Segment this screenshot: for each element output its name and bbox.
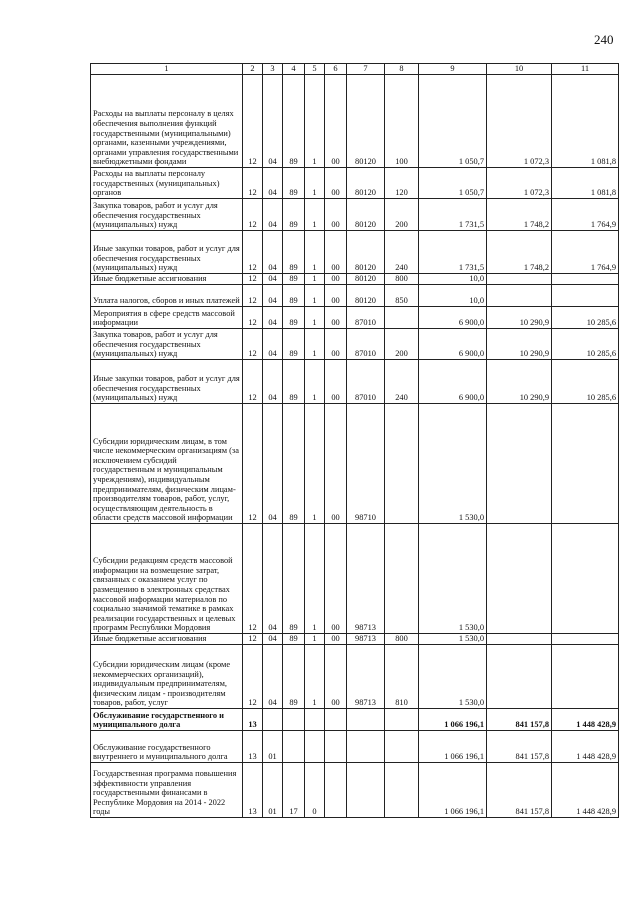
subsection-code-cell: 04 bbox=[263, 645, 283, 709]
direction-code-cell bbox=[325, 731, 347, 763]
target-article-cell: 80120 bbox=[347, 274, 385, 285]
target-article-cell bbox=[347, 763, 385, 818]
amount-year3-cell bbox=[552, 634, 619, 645]
row-name-cell: Расходы на выплаты персоналу в целях обеспечения выполнения функций государственными (муниципальными) органами, казенными учреждениями, органами управления государственными внебюджетными фондами bbox=[91, 75, 243, 168]
row-name-cell: Государственная программа повышения эффективности управления государственными финансами в Республике Мордовия на 2014 - 2022 годы bbox=[91, 763, 243, 818]
row-name-cell: Обслуживание государственного внутреннего и муниципального долга bbox=[91, 731, 243, 763]
amount-year3-cell: 1 764,9 bbox=[552, 231, 619, 274]
direction-code-cell: 00 bbox=[325, 329, 347, 360]
row-name-cell: Иные закупки товаров, работ и услуг для обеспечения государственных (муниципальных) нужд bbox=[91, 231, 243, 274]
subsection-code-cell: 04 bbox=[263, 307, 283, 329]
amount-year1-cell: 1 066 196,1 bbox=[419, 763, 487, 818]
amount-year2-cell: 10 290,9 bbox=[487, 307, 552, 329]
amount-year1-cell: 1 530,0 bbox=[419, 404, 487, 524]
subprogram-code-cell: 1 bbox=[305, 360, 325, 404]
amount-year2-cell: 1 072,3 bbox=[487, 75, 552, 168]
target-article-cell: 87010 bbox=[347, 307, 385, 329]
column-header: 4 bbox=[283, 64, 305, 75]
amount-year1-cell: 1 731,5 bbox=[419, 199, 487, 231]
subprogram-code-cell bbox=[305, 731, 325, 763]
target-article-cell: 80120 bbox=[347, 285, 385, 307]
section-code-cell: 13 bbox=[243, 709, 263, 731]
amount-year3-cell: 1 448 428,9 bbox=[552, 763, 619, 818]
subsection-code-cell: 04 bbox=[263, 360, 283, 404]
amount-year1-cell: 1 530,0 bbox=[419, 645, 487, 709]
program-code-cell bbox=[283, 731, 305, 763]
amount-year1-cell: 1 731,5 bbox=[419, 231, 487, 274]
direction-code-cell bbox=[325, 709, 347, 731]
amount-year2-cell: 10 290,9 bbox=[487, 360, 552, 404]
subprogram-code-cell: 1 bbox=[305, 307, 325, 329]
subprogram-code-cell: 1 bbox=[305, 645, 325, 709]
column-header: 2 bbox=[243, 64, 263, 75]
subprogram-code-cell: 1 bbox=[305, 329, 325, 360]
column-header: 7 bbox=[347, 64, 385, 75]
expense-type-cell: 850 bbox=[385, 285, 419, 307]
table-row bbox=[91, 645, 619, 709]
table-row bbox=[91, 360, 619, 404]
program-code-cell: 89 bbox=[283, 274, 305, 285]
row-name-cell: Субсидии юридическим лицам (кроме некоммерческих организаций), индивидуальным предпринимателям, физическим лицам - производителям товаров, работ, услуг bbox=[91, 645, 243, 709]
amount-year2-cell bbox=[487, 274, 552, 285]
amount-year2-cell bbox=[487, 645, 552, 709]
amount-year1-cell: 6 900,0 bbox=[419, 329, 487, 360]
subsection-code-cell: 04 bbox=[263, 634, 283, 645]
expense-type-cell bbox=[385, 404, 419, 524]
section-code-cell: 12 bbox=[243, 329, 263, 360]
expense-type-cell: 240 bbox=[385, 231, 419, 274]
section-code-cell: 12 bbox=[243, 645, 263, 709]
row-name-cell: Уплата налогов, сборов и иных платежей bbox=[91, 285, 243, 307]
section-code-cell: 12 bbox=[243, 199, 263, 231]
table-row bbox=[91, 634, 619, 645]
amount-year2-cell: 841 157,8 bbox=[487, 731, 552, 763]
amount-year1-cell: 10,0 bbox=[419, 285, 487, 307]
direction-code-cell: 00 bbox=[325, 274, 347, 285]
direction-code-cell: 00 bbox=[325, 360, 347, 404]
expense-type-cell bbox=[385, 731, 419, 763]
subprogram-code-cell: 1 bbox=[305, 285, 325, 307]
direction-code-cell: 00 bbox=[325, 231, 347, 274]
table-row bbox=[91, 524, 619, 634]
direction-code-cell: 00 bbox=[325, 404, 347, 524]
direction-code-cell: 00 bbox=[325, 307, 347, 329]
expense-type-cell: 200 bbox=[385, 199, 419, 231]
column-header: 3 bbox=[263, 64, 283, 75]
expense-type-cell: 800 bbox=[385, 274, 419, 285]
amount-year3-cell: 1 764,9 bbox=[552, 199, 619, 231]
row-name-cell: Закупка товаров, работ и услуг для обеспечения государственных (муниципальных) нужд bbox=[91, 199, 243, 231]
table-row bbox=[91, 168, 619, 199]
program-code-cell: 89 bbox=[283, 645, 305, 709]
subsection-code-cell: 04 bbox=[263, 199, 283, 231]
amount-year3-cell bbox=[552, 285, 619, 307]
section-code-cell: 13 bbox=[243, 731, 263, 763]
expense-type-cell: 810 bbox=[385, 645, 419, 709]
column-header-row bbox=[91, 64, 619, 75]
target-article-cell: 80120 bbox=[347, 75, 385, 168]
section-code-cell: 12 bbox=[243, 360, 263, 404]
direction-code-cell: 00 bbox=[325, 285, 347, 307]
amount-year1-cell: 10,0 bbox=[419, 274, 487, 285]
column-header: 10 bbox=[487, 64, 552, 75]
direction-code-cell: 00 bbox=[325, 634, 347, 645]
table-row bbox=[91, 329, 619, 360]
direction-code-cell: 00 bbox=[325, 199, 347, 231]
table-body bbox=[91, 75, 619, 818]
amount-year3-cell: 10 285,6 bbox=[552, 329, 619, 360]
target-article-cell: 87010 bbox=[347, 360, 385, 404]
amount-year3-cell bbox=[552, 645, 619, 709]
row-name-cell: Мероприятия в сфере средств массовой информации bbox=[91, 307, 243, 329]
table-row bbox=[91, 731, 619, 763]
subsection-code-cell: 01 bbox=[263, 763, 283, 818]
amount-year2-cell: 841 157,8 bbox=[487, 709, 552, 731]
row-name-cell: Расходы на выплаты персоналу государственных (муниципальных) органов bbox=[91, 168, 243, 199]
page-number: 240 bbox=[594, 32, 614, 47]
row-name-cell: Закупка товаров, работ и услуг для обеспечения государственных (муниципальных) нужд bbox=[91, 329, 243, 360]
target-article-cell: 98713 bbox=[347, 634, 385, 645]
subsection-code-cell: 01 bbox=[263, 731, 283, 763]
row-name-cell: Обслуживание государственного и муниципального долга bbox=[91, 709, 243, 731]
column-header: 1 bbox=[91, 64, 243, 75]
subsection-code-cell bbox=[263, 709, 283, 731]
expense-type-cell: 240 bbox=[385, 360, 419, 404]
amount-year3-cell: 1 081,8 bbox=[552, 168, 619, 199]
program-code-cell: 89 bbox=[283, 404, 305, 524]
program-code-cell bbox=[283, 709, 305, 731]
subprogram-code-cell: 1 bbox=[305, 634, 325, 645]
amount-year2-cell bbox=[487, 285, 552, 307]
expense-type-cell bbox=[385, 763, 419, 818]
amount-year3-cell: 1 448 428,9 bbox=[552, 731, 619, 763]
subprogram-code-cell: 1 bbox=[305, 168, 325, 199]
subsection-code-cell: 04 bbox=[263, 75, 283, 168]
section-code-cell: 12 bbox=[243, 285, 263, 307]
target-article-cell: 80120 bbox=[347, 168, 385, 199]
program-code-cell: 89 bbox=[283, 231, 305, 274]
section-code-cell: 12 bbox=[243, 634, 263, 645]
subsection-code-cell: 04 bbox=[263, 168, 283, 199]
row-name-cell: Субсидии редакциям средств массовой информации на возмещение затрат, связанных с оказанием услуг по размещению в электронных средствах массовой информации материалов по социально значимой тематике в рамках реализации государственных и целевых программ Республики Мордовия bbox=[91, 524, 243, 634]
expense-type-cell: 200 bbox=[385, 329, 419, 360]
subsection-code-cell: 04 bbox=[263, 274, 283, 285]
target-article-cell: 98713 bbox=[347, 645, 385, 709]
subsection-code-cell: 04 bbox=[263, 285, 283, 307]
program-code-cell: 89 bbox=[283, 285, 305, 307]
subprogram-code-cell: 1 bbox=[305, 274, 325, 285]
subsection-code-cell: 04 bbox=[263, 404, 283, 524]
table-row bbox=[91, 709, 619, 731]
program-code-cell: 89 bbox=[283, 634, 305, 645]
direction-code-cell: 00 bbox=[325, 168, 347, 199]
target-article-cell bbox=[347, 731, 385, 763]
subprogram-code-cell: 1 bbox=[305, 199, 325, 231]
amount-year3-cell: 10 285,6 bbox=[552, 360, 619, 404]
section-code-cell: 13 bbox=[243, 763, 263, 818]
table-row bbox=[91, 199, 619, 231]
column-header: 8 bbox=[385, 64, 419, 75]
expense-type-cell: 100 bbox=[385, 75, 419, 168]
amount-year3-cell bbox=[552, 404, 619, 524]
amount-year3-cell bbox=[552, 524, 619, 634]
amount-year3-cell: 1 081,8 bbox=[552, 75, 619, 168]
amount-year1-cell: 1 530,0 bbox=[419, 524, 487, 634]
amount-year2-cell: 1 072,3 bbox=[487, 168, 552, 199]
program-code-cell: 89 bbox=[283, 360, 305, 404]
target-article-cell: 98713 bbox=[347, 524, 385, 634]
amount-year2-cell bbox=[487, 524, 552, 634]
row-name-cell: Субсидии юридическим лицам, в том числе некоммерческим организациям (за исключением субсидий государственным и муниципальным учреждениям), индивидуальным предпринимателям, физическим лицам- производителям товаров, работ, услуг, осуществляющим деятельность в области средств массовой информации bbox=[91, 404, 243, 524]
program-code-cell: 89 bbox=[283, 329, 305, 360]
table-row bbox=[91, 274, 619, 285]
direction-code-cell: 00 bbox=[325, 524, 347, 634]
expense-type-cell: 120 bbox=[385, 168, 419, 199]
subprogram-code-cell: 1 bbox=[305, 404, 325, 524]
target-article-cell: 80120 bbox=[347, 231, 385, 274]
section-code-cell: 12 bbox=[243, 524, 263, 634]
section-code-cell: 12 bbox=[243, 274, 263, 285]
table-row bbox=[91, 231, 619, 274]
subprogram-code-cell: 0 bbox=[305, 763, 325, 818]
section-code-cell: 12 bbox=[243, 168, 263, 199]
direction-code-cell: 00 bbox=[325, 645, 347, 709]
subprogram-code-cell bbox=[305, 709, 325, 731]
target-article-cell: 87010 bbox=[347, 329, 385, 360]
section-code-cell: 12 bbox=[243, 404, 263, 524]
amount-year1-cell: 1 066 196,1 bbox=[419, 709, 487, 731]
row-name-cell: Иные бюджетные ассигнования bbox=[91, 634, 243, 645]
program-code-cell: 89 bbox=[283, 524, 305, 634]
table-row bbox=[91, 75, 619, 168]
amount-year2-cell: 10 290,9 bbox=[487, 329, 552, 360]
subsection-code-cell: 04 bbox=[263, 524, 283, 634]
amount-year3-cell bbox=[552, 274, 619, 285]
amount-year2-cell: 1 748,2 bbox=[487, 199, 552, 231]
subprogram-code-cell: 1 bbox=[305, 524, 325, 634]
program-code-cell: 89 bbox=[283, 168, 305, 199]
row-name-cell: Иные закупки товаров, работ и услуг для обеспечения государственных (муниципальных) нужд bbox=[91, 360, 243, 404]
expense-type-cell bbox=[385, 709, 419, 731]
amount-year2-cell: 841 157,8 bbox=[487, 763, 552, 818]
amount-year1-cell: 1 050,7 bbox=[419, 75, 487, 168]
column-header: 6 bbox=[325, 64, 347, 75]
subsection-code-cell: 04 bbox=[263, 329, 283, 360]
amount-year3-cell: 1 448 428,9 bbox=[552, 709, 619, 731]
budget-table bbox=[90, 63, 619, 818]
amount-year3-cell: 10 285,6 bbox=[552, 307, 619, 329]
target-article-cell: 80120 bbox=[347, 199, 385, 231]
amount-year1-cell: 1 530,0 bbox=[419, 634, 487, 645]
section-code-cell: 12 bbox=[243, 231, 263, 274]
program-code-cell: 17 bbox=[283, 763, 305, 818]
table-row bbox=[91, 763, 619, 818]
amount-year1-cell: 1 066 196,1 bbox=[419, 731, 487, 763]
amount-year2-cell bbox=[487, 634, 552, 645]
column-header: 11 bbox=[552, 64, 619, 75]
amount-year2-cell: 1 748,2 bbox=[487, 231, 552, 274]
table-row bbox=[91, 307, 619, 329]
row-name-cell: Иные бюджетные ассигнования bbox=[91, 274, 243, 285]
table-row bbox=[91, 404, 619, 524]
program-code-cell: 89 bbox=[283, 307, 305, 329]
target-article-cell bbox=[347, 709, 385, 731]
section-code-cell: 12 bbox=[243, 307, 263, 329]
column-header: 5 bbox=[305, 64, 325, 75]
table-row bbox=[91, 285, 619, 307]
section-code-cell: 12 bbox=[243, 75, 263, 168]
subsection-code-cell: 04 bbox=[263, 231, 283, 274]
program-code-cell: 89 bbox=[283, 75, 305, 168]
program-code-cell: 89 bbox=[283, 199, 305, 231]
direction-code-cell bbox=[325, 763, 347, 818]
expense-type-cell bbox=[385, 307, 419, 329]
expense-type-cell: 800 bbox=[385, 634, 419, 645]
expense-type-cell bbox=[385, 524, 419, 634]
subprogram-code-cell: 1 bbox=[305, 231, 325, 274]
amount-year1-cell: 6 900,0 bbox=[419, 360, 487, 404]
target-article-cell: 98710 bbox=[347, 404, 385, 524]
amount-year1-cell: 6 900,0 bbox=[419, 307, 487, 329]
direction-code-cell: 00 bbox=[325, 75, 347, 168]
amount-year1-cell: 1 050,7 bbox=[419, 168, 487, 199]
amount-year2-cell bbox=[487, 404, 552, 524]
subprogram-code-cell: 1 bbox=[305, 75, 325, 168]
column-header: 9 bbox=[419, 64, 487, 75]
